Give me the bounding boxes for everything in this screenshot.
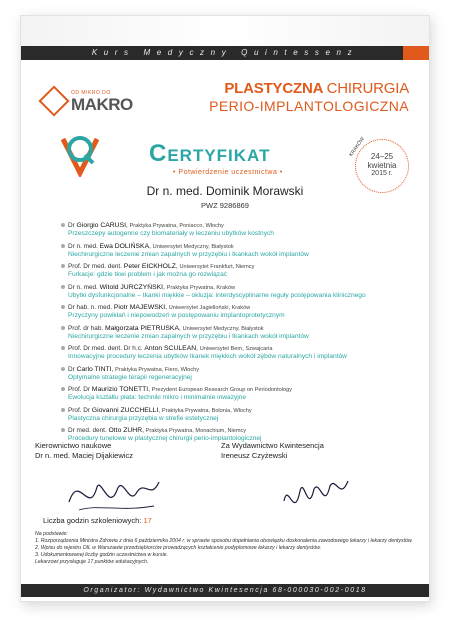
bullet-icon: [61, 305, 65, 309]
lecturer-name: Anton SCULEAN: [144, 345, 197, 352]
recipient-name: Dr n. med. Dominik Morawski: [146, 184, 304, 198]
course-title-rest: CHIRURGIA: [326, 80, 409, 97]
lecture-topic: Plastyczna chirurgia przyzębia w strefie estetycznej: [68, 414, 219, 422]
lecturer-name: Otto ZUHR: [108, 427, 143, 434]
lecturer-line: Dr med. dent. Otto ZUHR, Praktyka Prywatna, Monachium, Niemcy: [61, 427, 421, 435]
lecture-topic: Przeszczepy autogenne czy biomateriały w leczeniu ubytków kostnych: [68, 230, 274, 237]
lecturer-title: Dr hab. n. med.: [68, 304, 113, 311]
lecturer-name: Małgorzata PIETRUSKA: [104, 324, 179, 332]
lecture-topic: Furkacje: gdzie tkwi problem i jak można go rozwiązać: [68, 271, 228, 278]
lecturer-line: Prof. dr hab. Małgorzata PIETRUSKA, Uniwersytet Medyczny, Białystok: [61, 325, 421, 333]
lecture-item: [61, 284, 421, 300]
lecturer-line: Prof. Dr med. dent. Dr h.c. Anton SCULEAN, Uniwersytet Bern, Szwajcaria: [61, 345, 421, 353]
event-city: KRAKÓW: [348, 136, 366, 158]
bullet-icon: [61, 367, 65, 371]
bullet-icon: [61, 264, 65, 268]
lecture-item: [61, 263, 421, 279]
lecturer-title: Prof. Dr med. dent.: [68, 263, 122, 270]
signature-left-role: Kierownictwo naukowe: [35, 441, 112, 450]
lecturer-name: Piotr MAJEWSKI: [113, 304, 166, 311]
lecturer-title: Dr: [68, 222, 75, 229]
course-title-line1: [224, 80, 409, 97]
certificate-sheet: [20, 15, 430, 602]
lecturer-affiliation: Uniwersytet Medyczny, Białystok: [182, 325, 264, 332]
legal-basis: [35, 531, 415, 566]
logo-small-text: OD MIKRO DO: [71, 90, 111, 96]
lecturer-line: Dr n. med. Witold JURCZYŃSKI, Praktyka Prywatna, Kraków: [61, 284, 421, 292]
bullet-icon: [61, 223, 65, 227]
legal-item: 3. Udokumentowanej liczby godzin uczestnictwa w kursie.: [35, 552, 168, 558]
event-month: kwietnia: [367, 161, 397, 170]
event-days: 24–25: [370, 152, 394, 161]
training-hours-value: 17: [143, 516, 152, 525]
lecture-topic: Procedury tunelowe w plastycznej chirurgii perio-implantologicznej: [68, 435, 262, 442]
lecturer-affiliation: Prezydent European Research Group on Periodontology: [151, 387, 293, 393]
makro-logo: [43, 86, 133, 116]
lecture-item: [61, 345, 421, 361]
lecturer-affiliation: Uniwersytet Jagielloński, Kraków: [168, 305, 251, 311]
certificate-subheading: • Potwierdzenie uczestnictwa •: [173, 169, 283, 176]
event-year: 2015 r.: [371, 170, 393, 177]
lecturer-line: Dr hab. n. med. Piotr MAJEWSKI, Uniwersytet Jagielloński, Kraków: [61, 304, 421, 312]
signature-right-role: Za Wydawnictwo Kwintesencja: [221, 441, 324, 450]
training-hours: [43, 516, 152, 525]
legal-heading: Na podstawie:: [35, 531, 68, 537]
signature-right: [221, 441, 324, 461]
bullet-icon: [61, 408, 65, 412]
footer-band: Organizator: Wydawnictwo Kwintesencja 68-000030-002-0018: [21, 584, 429, 597]
lecture-topic: Niechirurgiczne leczenie zmian zapalnych w przyzębiu i tkankach wokół implantów: [68, 250, 309, 258]
lecturer-title: Prof. Dr med. dent. Dr h.c.: [68, 345, 143, 352]
lecturer-title: Dr n. med.: [68, 242, 98, 250]
lecture-item: [61, 325, 421, 341]
bullet-icon: [61, 387, 65, 391]
lecturer-title: Dr: [68, 365, 75, 373]
lecturer-affiliation: Uniwersytet Medyczny, Białystok: [152, 243, 234, 250]
course-title-line2: PERIO-IMPLANTOLOGICZNA: [209, 98, 409, 114]
lecture-topic: Niechirurgiczne leczenie zmian zapalnych w przyzębiu i tkankach wokół implantów: [68, 332, 309, 340]
legal-points: Lekarzowi przysługuje 17 punktów edukacyjnych.: [35, 559, 149, 565]
lecturer-name: Carlo TINTI: [76, 365, 112, 373]
signature-right-handwriting: [276, 471, 356, 526]
lecturer-name: Ewa DOLIŃSKA: [99, 242, 150, 250]
logo-big-text: MAKRO: [71, 95, 133, 114]
bullet-icon: [61, 428, 65, 432]
lecture-topic: Innowacyjne procedury leczenia ubytków tkanek miękkich wokół zębów naturalnych i implantów: [68, 353, 347, 360]
lecturer-affiliation: Praktyka Prywatna, Poniacco, Włochy: [129, 223, 224, 229]
lecturer-line: Dr Giorgio CARUSI, Praktyka Prywatna, Poniacco, Włochy: [61, 222, 421, 230]
lecturer-title: Dr med. dent.: [68, 427, 107, 434]
top-band: [21, 16, 429, 46]
signature-right-name: Ireneusz Czyżewski: [221, 451, 288, 460]
legal-item: 1. Rozporządzenia Ministra Zdrowia z dnia 6 października 2004 r. w sprawie sposobu dopełniania obowiązku doskonalenia zawodowego lekarzy i lekarzy dentystów.: [35, 538, 413, 544]
lecturer-title: Prof. Dr: [68, 386, 91, 393]
bullet-icon: [61, 285, 65, 289]
lecturer-name: Giorgio CARUSI: [76, 222, 127, 229]
bullet-icon: [61, 244, 65, 248]
lecturer-title: Prof. dr hab.: [68, 324, 104, 332]
lecture-topic: Optymalne strategie terapii regeneracyjnej: [68, 373, 192, 381]
lecture-topic: Przyczyny powikłań i niepowodzeń w postępowaniu implantoprotetycznym: [68, 312, 285, 319]
bullet-icon: [61, 346, 65, 350]
recipient-pwz: PWZ 9286869: [201, 201, 249, 210]
lecturer-affiliation: Uniwersytet Bern, Szwajcaria: [199, 346, 273, 352]
lecturer-affiliation: Praktyka Prywatna, Kraków: [166, 284, 236, 291]
course-title-bold: PLASTYCZNA: [224, 80, 323, 97]
lecture-topic: Ewolucja kształtu płata: techniki mikro i minimalnie inwazyjne: [68, 394, 247, 401]
logo-diamond-icon: [38, 85, 69, 116]
lecture-item: [61, 386, 421, 402]
course-band-text: Kurs Medyczny Quintessenz: [91, 48, 359, 57]
signature-left: [35, 441, 133, 461]
signature-left-name: Dr n. med. Maciej Dijakiewicz: [35, 451, 133, 460]
lecturer-title: Dr n. med.: [68, 283, 98, 291]
lecturer-line: Dr Carlo TINTI, Praktyka Prywatna, Fiero, Włochy: [61, 366, 421, 374]
lecturer-line: Prof. Dr Giovanni ZUCCHELLI, Praktyka Prywatna, Bolonia, Włochy: [61, 407, 421, 415]
certificate-heading: Certyfikat: [149, 140, 271, 167]
lecturer-line: Dr n. med. Ewa DOLIŃSKA, Uniwersytet Medyczny, Białystok: [61, 243, 421, 251]
signature-left-handwriting: [59, 462, 169, 522]
course-band-accent: [403, 46, 429, 60]
lecturer-line: Prof. Dr Maurizio TONETTI, Prezydent European Research Group on Periodontology: [61, 386, 421, 394]
lecturer-affiliation: Praktyka Prywatna, Monachium, Niemcy: [145, 428, 247, 434]
lecturer-name: Witold JURCZYŃSKI: [99, 283, 164, 291]
qv-emblem-icon: [61, 133, 99, 177]
lecturer-affiliation: Uniwersytet Frankfurt, Niemcy: [179, 264, 255, 270]
lecturer-affiliation: Praktyka Prywatna, Fiero, Włochy: [115, 366, 200, 373]
lecture-topic: Ubytki dysfunkcjonalne – tkanki miękkie – okluzja: interdyscyplinarne reguły postępowania klinicznego: [68, 291, 366, 299]
lecturer-affiliation: Praktyka Prywatna, Bolonia, Włochy: [161, 407, 252, 414]
training-hours-label: Liczba godzin szkoleniowych:: [43, 516, 142, 525]
lecturer-name: Peter EICKHOLZ: [123, 263, 176, 270]
bullet-icon: [61, 326, 65, 330]
lecture-list: [61, 222, 421, 448]
lecture-item: [61, 243, 421, 259]
lecturer-line: Prof. Dr med. dent. Peter EICKHOLZ, Uniwersytet Frankfurt, Niemcy: [61, 263, 421, 271]
lecturer-name: Maurizio TONETTI: [91, 386, 149, 393]
lecturer-name: Giovanni ZUCCHELLI: [91, 406, 159, 414]
lecture-item: [61, 304, 421, 320]
legal-item: 2. Wpisu do rejestru OIL w Warszawie przedsiębiorców prowadzących kształcenie podyplomowe lekarzy i lekarzy dentystów.: [35, 545, 322, 551]
course-band: [21, 46, 429, 60]
lecturer-title: Prof. Dr: [68, 406, 91, 414]
lecture-item: [61, 222, 421, 238]
lecture-item: [61, 407, 421, 423]
lecture-item: [61, 366, 421, 382]
